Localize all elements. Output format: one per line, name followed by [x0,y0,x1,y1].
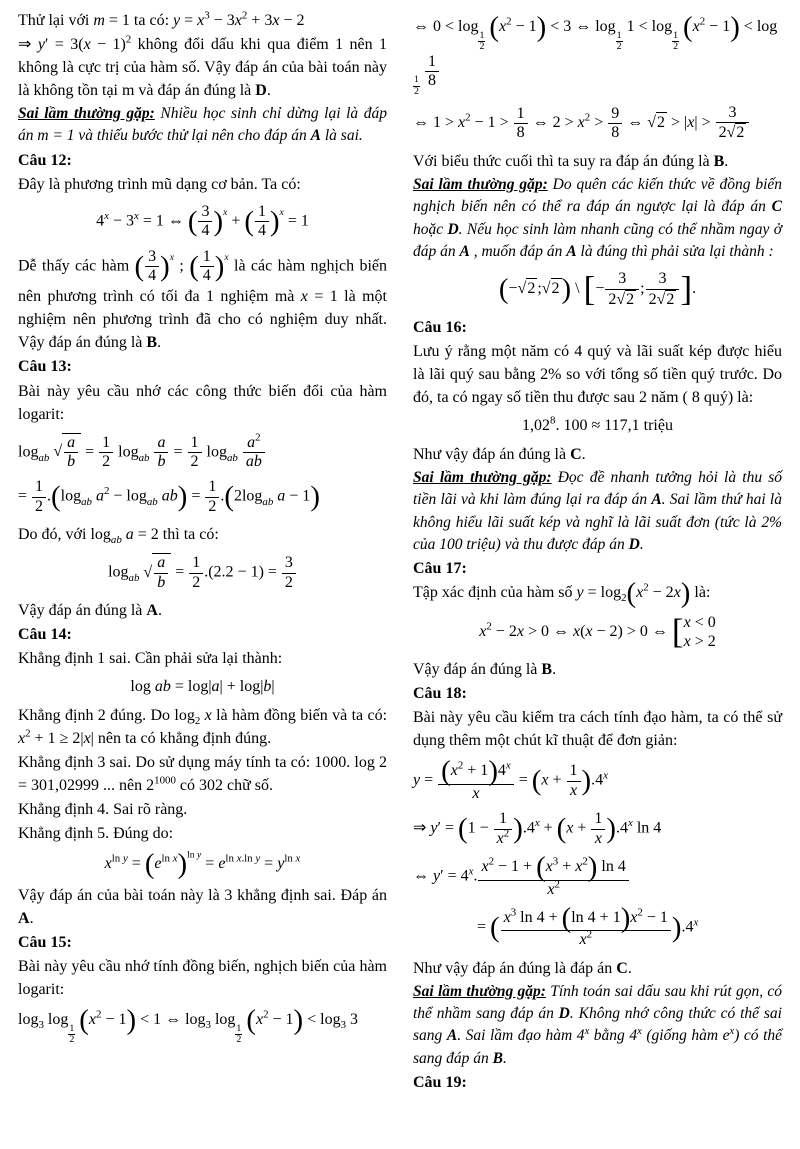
question-heading-cau-14: Câu 14: [18,625,72,643]
paragraph-monotonic: Dễ thấy các hàm ( $\frac{3}{4}$ )$^x$ ; ( $\frac{1}{4}$ )$^x$ là các hàm nghịch biến nên phương trình có tối đa 1 nghiệm mà x = 1 là một nghiệm nên phương trình đã cho có nghiệm duy nhất. Vậy đáp án đúng là B. [18,247,387,352]
formula-4x-3x: $4^x - 3^x = 1$ ⇔ ( $\frac{3}{4}$ )$^x$ + ( $\frac{1}{4}$ )$^x$ = 1 [96,202,309,240]
question-heading-cau-17: Câu 17: [413,560,467,578]
paragraph-conclusion-d: ⇒ $y' = 3(x - 1)^2$ không đổi dấu khi qua điểm 1 nên 1 không là cực trị của hàm số. Vậy đáp án của bài toán này là không tồn tại m và đáp án đúng là D. [18,33,388,100]
paragraph-statement-2: Khẳng định 2 đúng. Do $\log_2 x$ là hàm đồng biến và ta có: $x^2 + 1 \ge 2|x|$ nên ta có khẳng định đúng. [18,707,388,748]
common-mistake-note-15: Sai lầm thường gặp: Do quên các kiến thức về đồng biến nghịch biến nên có thể ra đáp án ngược lại là đáp án C hoặc D. Nếu học sinh làm nhanh cũng có thể nhầm ngay ở đáp án A , muốn đáp án A là đúng thì phải sửa lại thành : [413,175,783,260]
formula-y-definition: y = $\frac{(x^2 + 1)4^x}{x}$ = (x + $\frac{1}{x}$ ).4$^x$ [413,755,608,802]
formula-domain-cases: $x^2 - 2x > 0$ ⇔ x(x − 2) > 0 ⇔ [x < 0 x > 2 [479,612,716,652]
formula-ineq-line1: ⇔ 0 < log $_{\frac{1}{2}}$ $(x^2 - 1) < 3$ ⇔ log $_{\frac{1}{2}}$ 1 < log $_{\frac{1}{2}}$ $(x^2 - 1) < \log$ $_{\frac{1}{2}}$ $\frac{1}{8}$ [413,11,778,97]
formula-log-abs: log ab = log|a| + log|b| [130,678,275,696]
paragraph-derivative-intro: Bài này yêu cầu kiểm tra cách tính đạo hàm, ta có thể sử dụng thêm một chút kĩ thuật để đơn giản: [413,709,782,750]
paragraph-log-ab-2: Do đó, với $\log_{ab} a = 2$ thì ta có: [18,526,219,547]
question-heading-cau-13: Câu 13: [18,358,72,376]
paragraph-statement-3: Khẳng định 3 sai. Do sử dụng máy tính ta có: 1000. log 2 = 301,02999 ... nên $2^{1000}$ có 302 chữ số. [18,754,387,795]
paragraph-statement-4: Khẳng định 4. Sai rõ ràng. [18,801,188,819]
formula-interval-set: (−√2 ;√2) \ [− $\frac{3}{2√2}$ ; $\frac{3}{2√2}$ ]. [498,269,697,309]
paragraph-compound-interest: Lưu ý rằng một năm có 4 quý và lãi suất kép được hiểu là lãi quý sau bằng 2% so với tổng số tiền quý trước. Do đó, ta có ngay số tiền thu được sau 2 năm ( 8 quý) là: [413,342,782,406]
formula-log-sqrt-line1: $\log_{ab}$ √ $\frac{a}{b}$ = $\frac{1}{2}$ $\log_{ab}$ $\frac{a}{b}$ = $\frac{1}{2}$ $\log_{ab}$ $\frac{a^2}{ab}$ [18,433,387,472]
left-column [18,8,387,1095]
formula-y-prime-1: ⇒ y′ = (1 − $\frac{1}{x^2}$ )$.4^x + (x$ + $\frac{1}{x}$ ).4$^x$ ln 4 [413,810,662,847]
formula-117-trieu: 1,02$^8$. 100 ≈ 117,1 triệu [522,414,673,435]
formula-y-prime-2: ⇔ $y' = 4^x$. $\frac{x^2 - 1 + (x^3 + x^2) \ln 4}{x^2}$ [413,855,782,899]
formula-log-sqrt-line2: = $\frac{1}{2}$ $.(\log_{ab}$ $a^2 - \log_{ab} ab$) = $\frac{1}{2}$ $.(2\log_{ab}$ a − 1) [18,478,320,515]
paragraph-statement-1: Khẳng định 1 sai. Cần phải sửa lại thành: [18,650,283,667]
paragraph-answer-b-17: Vậy đáp án đúng là B. [413,661,557,679]
right-column [413,8,782,1095]
paragraph-exp-equation: Đây là phương trình mũ dạng cơ bản. Ta có: [18,175,301,193]
common-mistake-note-18: Sai lầm thường gặp: Tính toán sai dấu sau khi rút gọn, có thể nhầm sang đáp án D. Không nhớ công thức có thể sai sang A. Sai lầm đạo hàm 4$^x$ bằng 4$^x$ (giống hàm $e^x$) có thể sang đáp án B. [413,982,783,1067]
common-mistake-note-16: Sai lầm thường gặp: Đọc đề nhanh tưởng hỏi là thu số tiền lãi và khi làm đúng lại ra đáp án A. Sai lầm thứ hai là không hiểu lãi suất kép và nghĩ là lãi suất đơn (tức là 2% của 100 triệu) và thu được đáp án D. [413,469,783,553]
paragraph-domain: Tập xác định của hàm số $y = \log_2(x^2 - 2x)$ là: [413,577,711,610]
paragraph-recheck-m1: Thử lại với m = 1 ta có: $y = x^3 - 3x^2 + 3x - 2$ [18,9,305,29]
formula-y-prime-3: = ( $\frac{x^3 \ln 4 + (\ln 4 + 1)x^2 - 1}{x^2}$ ).4$^x$ [477,901,699,949]
paragraph-answer-3-wrong: Vậy đáp án của bài toán này là 3 khẳng định sai. Đáp án A. [18,886,387,927]
paragraph-answer-c-16: Như vậy đáp án đúng là C. [413,446,586,464]
paragraph-answer-c-18: Như vậy đáp án đúng là đáp án C. [413,959,632,977]
formula-ineq-line2: ⇔ $1 > x^2 - 1$ > $\frac{1}{8}$ ⇔ $2 > x^2$ > $\frac{9}{8}$ ⇔ √2 > |x| > $\frac{3}{2√2}$ [413,104,782,143]
formula-log-result-3-2: $\log_{ab}$ √ $\frac{a}{b}$ = $\frac{1}{2}$ .(2.2 − 1) = $\frac{3}{2}$ [18,553,387,592]
question-heading-cau-19: Câu 19: [413,1074,467,1092]
paragraph-log-monotonic: Bài này yêu cầu nhớ tính đồng biến, nghịch biến của hàm logarit: [18,957,387,998]
paragraph-answer-a: Vậy đáp án đúng là A. [18,601,162,619]
paragraph-log-formulas: Bài này yêu cầu nhớ các công thức biến đổi của hàm logarit: [18,382,387,423]
paragraph-answer-b-15: Với biểu thức cuối thì ta suy ra đáp án đúng là B. [413,152,729,170]
paragraph-statement-5: Khẳng định 5. Đúng do: [18,825,174,843]
question-heading-cau-12: Câu 12: [18,151,72,169]
question-heading-cau-15: Câu 15: [18,933,72,951]
common-mistake-note: Sai lầm thường gặp: Nhiều học sinh chỉ dừng lại là đáp án m = 1 và thiếu bước thử lại nên cho đáp án A là sai. [18,105,387,145]
question-heading-cau-16: Câu 16: [413,318,467,336]
question-heading-cau-18: Câu 18: [413,685,467,703]
formula-log3-log-half: $\log_3 \log$ $_{\frac{1}{2}}$ $(x^2 - 1) < 1$ ⇔ $\log_3 \log$ $_{\frac{1}{2}}$ $(x^2 - 1) < \log_3 3$ [18,1003,359,1046]
formula-x-lny: $x^{ln y} = (e^{ln x})^{ln y} = e^{ln x.ln y} = y^{ln x}$ [104,848,301,881]
